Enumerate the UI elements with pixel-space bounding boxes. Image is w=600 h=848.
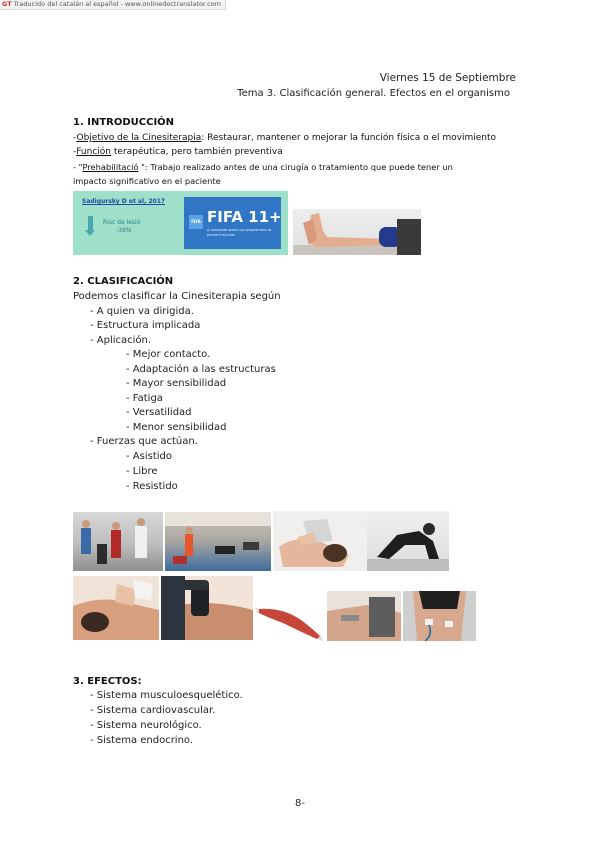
gym-rehab-photo: [165, 512, 271, 571]
page-number: 8-: [295, 798, 305, 809]
list-item: - Versatilidad: [126, 407, 192, 418]
section-heading-classification: 2. CLASIFICACIÓN: [73, 276, 174, 287]
list-item: - Mayor sensibilidad: [126, 378, 227, 389]
list-item: - Sistema musculoesquelético.: [90, 690, 243, 701]
massage-gun-photo: [161, 576, 253, 640]
intro-objective-line: [73, 133, 496, 143]
document-topic: Tema 3. Clasificación general. Efectos en el organismo: [237, 88, 510, 99]
list-item: - A quien va dirigida.: [90, 306, 194, 317]
leg-stretch-photo: [293, 209, 421, 255]
injury-risk-label: Risc de lesió: [103, 219, 141, 226]
term-function: Función: [76, 147, 112, 157]
section-heading-effects: 3. EFECTOS:: [73, 676, 142, 687]
list-item: - Aplicación.: [90, 335, 152, 346]
list-item: - Adaptación a las estructuras: [126, 364, 276, 375]
down-arrow-head-icon: [85, 230, 95, 236]
list-item: - Mejor contacto.: [126, 349, 211, 360]
electrotherapy-photo: [327, 591, 401, 641]
neck-mobilization-illustration: [273, 511, 367, 571]
list-item: - Menor sensibilidad: [126, 422, 227, 433]
fifa-title: FIFA 11+: [207, 208, 282, 226]
list-item: - Fuerzas que actúan.: [90, 436, 198, 447]
electrodes-photo: [403, 591, 476, 641]
gym-rehab-illustration: [165, 512, 271, 571]
section-heading-introduction: 1. INTRODUCCIÓN: [73, 117, 175, 128]
intro-function-line: [73, 147, 283, 157]
list-item: - Asistido: [126, 451, 172, 462]
term-prehabilitacio: Prehabilitació: [82, 162, 139, 172]
muscle-illustration: [255, 601, 325, 641]
group-exercise-illustration: [73, 512, 163, 571]
down-arrow-icon: [88, 216, 93, 231]
bullet-dash: -: [73, 147, 77, 157]
translator-banner[interactable]: [0, 0, 226, 10]
bullet-dash: - ": [73, 162, 83, 172]
fifa-11-figure: [73, 191, 288, 255]
intro-prehab-line: [73, 162, 453, 172]
objective-text: : Restaurar, mantener o mejorar la función física o el movimiento: [201, 133, 497, 143]
document-date: Viernes 15 de Septiembre: [379, 72, 516, 84]
classification-intro: Podemos clasificar la Cinesiterapia según: [73, 291, 281, 302]
bullet-dash: -: [73, 133, 77, 143]
list-item: - Sistema endocrino.: [90, 735, 194, 746]
muscle-fiber-illustration: [255, 601, 325, 641]
neck-mobilization-photo: [273, 511, 367, 571]
list-item: - Libre: [126, 466, 158, 477]
citation-link[interactable]: Sadigursky D et al, 2017: [82, 198, 166, 205]
group-exercise-photo: [73, 512, 163, 571]
list-item: - Estructura implicada: [90, 320, 201, 331]
translator-logo: GT: [2, 0, 12, 8]
electrodes-illustration: [403, 591, 476, 641]
electrotherapy-illustration: [327, 591, 401, 641]
list-item: - Resistido: [126, 481, 178, 492]
floor-exercise-illustration: [367, 511, 449, 571]
fifa-subtitle: A complete warm-up programme to prevent injuries: [207, 228, 272, 237]
list-item: - Fatiga: [126, 393, 163, 404]
translator-banner-text: Traducido del catalán al español - www.onlinedoctranslator.com: [13, 0, 221, 8]
injury-risk-value: -39%: [116, 227, 132, 234]
list-item: - Sistema cardiovascular.: [90, 705, 216, 716]
fifa-panel: [184, 197, 281, 249]
floor-exercise-photo: [367, 511, 449, 571]
fifa-badge: FIFA: [189, 215, 203, 229]
massage-gun-illustration: [161, 576, 253, 640]
back-massage-photo: [73, 576, 159, 640]
term-objective: Objetivo de la Cinesiterapia: [76, 133, 202, 143]
function-text: terapéutica, pero también preventiva: [111, 147, 283, 157]
list-item: - Sistema neurológico.: [90, 720, 202, 731]
leg-stretch-illustration: [293, 209, 421, 255]
intro-prehab-continuation: impacto significativo en el paciente: [73, 176, 221, 186]
back-massage-illustration: [73, 576, 159, 640]
prehab-text: ": Trabajo realizado antes de una cirugía o tratamiento que puede tener un: [138, 162, 453, 172]
